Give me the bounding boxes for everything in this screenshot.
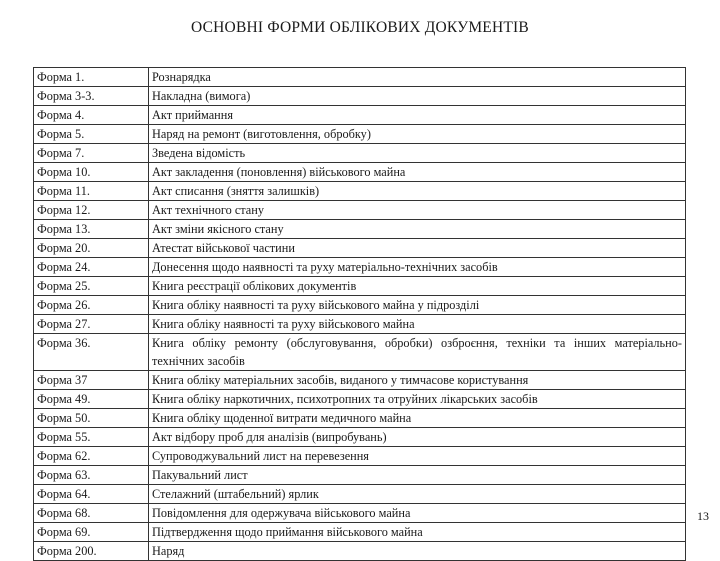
form-code: Форма 37 xyxy=(34,371,149,390)
form-code: Форма 10. xyxy=(34,163,149,182)
form-name: Наряд на ремонт (виготовлення, обробку) xyxy=(149,125,686,144)
form-code: Форма 25. xyxy=(34,277,149,296)
form-name: Атестат військової частини xyxy=(149,239,686,258)
form-name: Повідомлення для одержувача військового майна xyxy=(149,504,686,523)
form-name: Книга обліку ремонту (обслуговування, обробки) озброєння, техніки та інших матеріально-технічних засобів xyxy=(149,334,686,371)
table-row xyxy=(34,523,686,542)
form-name: Підтвердження щодо приймання військового майна xyxy=(149,523,686,542)
table-row xyxy=(34,106,686,125)
form-code: Форма 7. xyxy=(34,144,149,163)
table-row xyxy=(34,409,686,428)
form-name: Акт приймання xyxy=(149,106,686,125)
form-code: Форма 12. xyxy=(34,201,149,220)
form-name: Стелажний (штабельний) ярлик xyxy=(149,485,686,504)
form-code: Форма 4. xyxy=(34,106,149,125)
form-name: Рознарядка xyxy=(149,68,686,87)
table-row xyxy=(34,87,686,106)
form-name: Пакувальний лист xyxy=(149,466,686,485)
form-name: Донесення щодо наявності та руху матеріально-технічних засобів xyxy=(149,258,686,277)
form-name: Книга обліку матеріальних засобів, виданого у тимчасове користування xyxy=(149,371,686,390)
form-name: Накладна (вимога) xyxy=(149,87,686,106)
table-row xyxy=(34,334,686,371)
form-code: Форма 64. xyxy=(34,485,149,504)
form-name: Наряд xyxy=(149,542,686,561)
form-name: Супроводжувальний лист на перевезення xyxy=(149,447,686,466)
form-code: Форма 69. xyxy=(34,523,149,542)
form-name: Книга реєстрації облікових документів xyxy=(149,277,686,296)
table-row xyxy=(34,371,686,390)
form-name: Акт списання (зняття залишків) xyxy=(149,182,686,201)
form-name: Книга обліку наявності та руху військового майна xyxy=(149,315,686,334)
table-row xyxy=(34,258,686,277)
form-code: Форма 50. xyxy=(34,409,149,428)
form-code: Форма 36. xyxy=(34,334,149,371)
forms-table-body xyxy=(34,68,686,561)
table-row xyxy=(34,163,686,182)
table-row xyxy=(34,239,686,258)
form-code: Форма 49. xyxy=(34,390,149,409)
form-name: Книга обліку наркотичних, психотропних та отруйних лікарських засобів xyxy=(149,390,686,409)
form-code: Форма 20. xyxy=(34,239,149,258)
forms-table xyxy=(33,67,686,561)
form-code: Форма 13. xyxy=(34,220,149,239)
page-number: 13 xyxy=(697,509,709,523)
table-row xyxy=(34,466,686,485)
table-row xyxy=(34,182,686,201)
table-row xyxy=(34,504,686,523)
table-row xyxy=(34,201,686,220)
form-code: Форма 24. xyxy=(34,258,149,277)
table-row xyxy=(34,144,686,163)
table-row xyxy=(34,485,686,504)
table-row xyxy=(34,428,686,447)
table-row xyxy=(34,447,686,466)
table-row xyxy=(34,220,686,239)
form-name: Акт технічного стану xyxy=(149,201,686,220)
form-code: Форма 3-3. xyxy=(34,87,149,106)
form-code: Форма 63. xyxy=(34,466,149,485)
form-name: Акт закладення (поновлення) військового майна xyxy=(149,163,686,182)
form-code: Форма 1. xyxy=(34,68,149,87)
form-code: Форма 26. xyxy=(34,296,149,315)
form-name: Акт зміни якісного стану xyxy=(149,220,686,239)
table-row xyxy=(34,68,686,87)
table-row xyxy=(34,277,686,296)
table-row xyxy=(34,542,686,561)
form-name: Книга обліку наявності та руху військового майна у підрозділі xyxy=(149,296,686,315)
form-code: Форма 62. xyxy=(34,447,149,466)
form-code: Форма 27. xyxy=(34,315,149,334)
table-row xyxy=(34,125,686,144)
form-code: Форма 68. xyxy=(34,504,149,523)
table-row xyxy=(34,296,686,315)
form-code: Форма 200. xyxy=(34,542,149,561)
form-name: Книга обліку щоденної витрати медичного майна xyxy=(149,409,686,428)
form-code: Форма 5. xyxy=(34,125,149,144)
form-code: Форма 11. xyxy=(34,182,149,201)
table-row xyxy=(34,315,686,334)
form-name: Зведена відомість xyxy=(149,144,686,163)
table-row xyxy=(34,390,686,409)
form-name: Акт відбору проб для аналізів (випробувань) xyxy=(149,428,686,447)
page-title: ОСНОВНІ ФОРМИ ОБЛІКОВИХ ДОКУМЕНТІВ xyxy=(191,19,529,36)
form-code: Форма 55. xyxy=(34,428,149,447)
